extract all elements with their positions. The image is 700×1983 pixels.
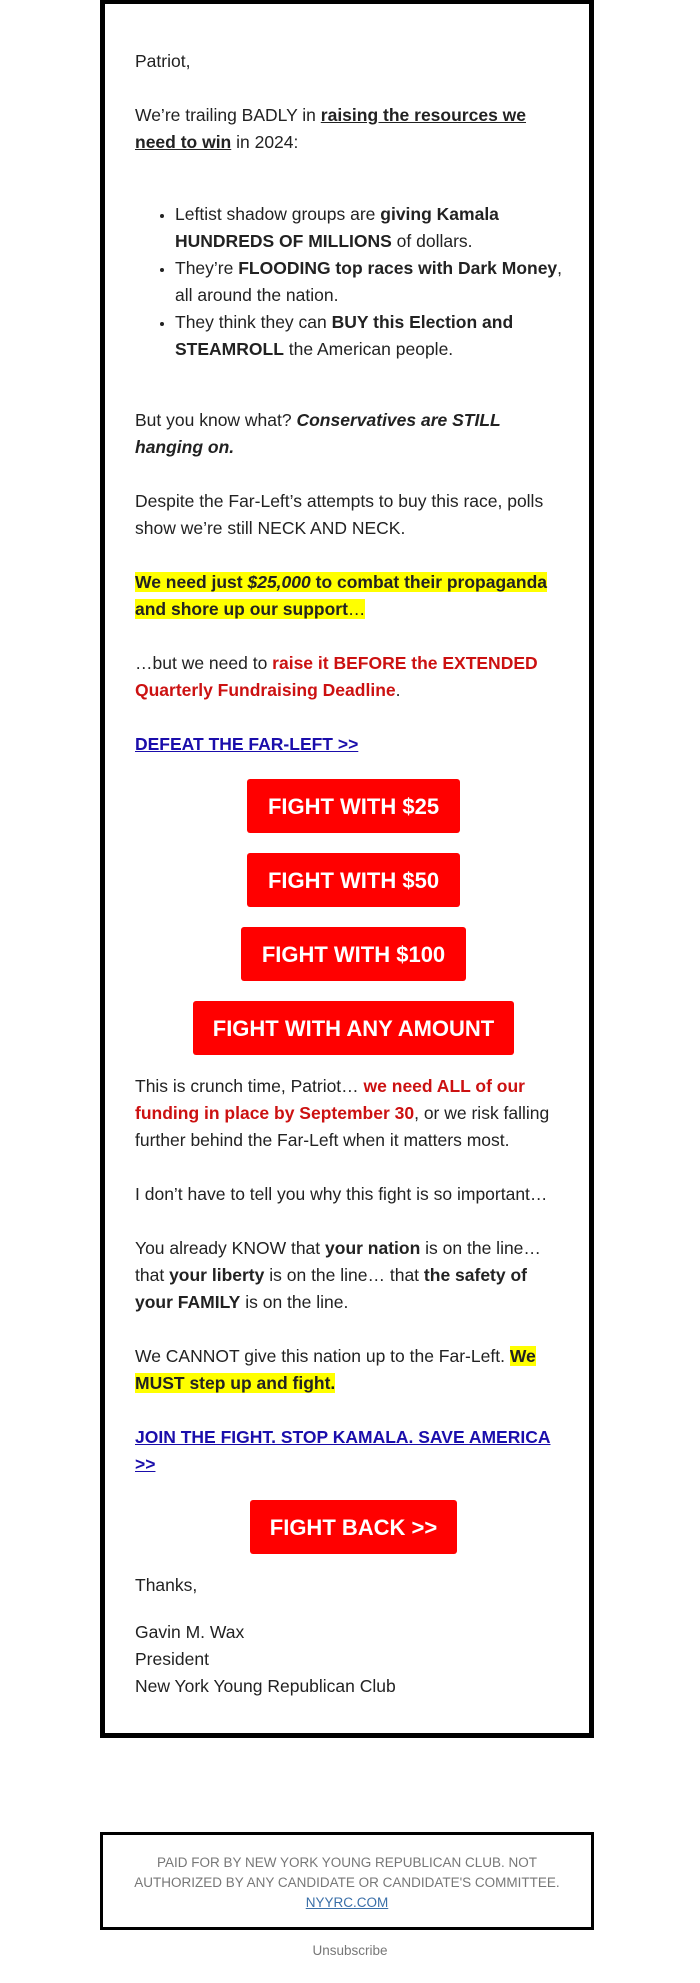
paragraph-neck-and-neck: Despite the Far-Left’s attempts to buy this race, polls show we’re still NECK AND NECK. (135, 491, 544, 538)
defeat-far-left-link[interactable]: DEFEAT THE FAR-LEFT >> (135, 734, 359, 754)
signature-title: President (135, 1649, 209, 1669)
signature (135, 1619, 565, 1700)
email-body (100, 0, 594, 1738)
emphasis-resources: raising the resources we need to win (135, 105, 527, 152)
link-paragraph (135, 1424, 565, 1478)
join-the-fight-link[interactable]: JOIN THE FIGHT. STOP KAMALA. SAVE AMERICA >> (135, 1427, 551, 1474)
paragraph-goal: We need just $25,000 to combat their propaganda and shore up our support… (135, 572, 548, 619)
list-item: • They’re FLOODING top races with Dark Money, all around the nation. (175, 255, 565, 309)
highlight-step-up: We MUST step up and fight. (135, 1346, 536, 1393)
funding-deadline-text: we need ALL of our funding in place by September 30 (135, 1076, 525, 1123)
text: We’re trailing BADLY in (135, 105, 321, 125)
text: in 2024: (231, 132, 299, 152)
paragraph-deadline: …but we need to raise it BEFORE the EXTENDED Quarterly Fundraising Deadline. (135, 653, 538, 700)
paragraph-step-up: We CANNOT give this nation up to the Far-Left. We MUST step up and fight. (135, 1346, 536, 1393)
signoff: Thanks, (135, 1575, 198, 1595)
disclaimer-text: PAID FOR BY NEW YORK YOUNG REPUBLICAN CLUB. NOT AUTHORIZED BY ANY CANDIDATE OR CANDIDATE'S COMMITTEE. (134, 1855, 560, 1890)
fight-50-button[interactable]: FIGHT WITH $50 (247, 853, 460, 907)
paragraph-important: I don’t have to tell you why this fight is so important… (135, 1184, 548, 1204)
link-paragraph (135, 731, 565, 758)
deadline-text: raise it BEFORE the EXTENDED Quarterly Fundraising Deadline (135, 653, 538, 700)
unsubscribe-link[interactable]: Unsubscribe (312, 1943, 388, 1958)
paragraph-on-the-line: You already KNOW that your nation is on the line… that your liberty is on the line… that the safety of your FAMILY is on the line. (135, 1238, 541, 1312)
fight-back-button[interactable]: FIGHT BACK >> (250, 1500, 457, 1554)
paragraph-trailing (135, 102, 565, 156)
site-link[interactable]: NYYRC.COM (305, 1895, 389, 1910)
list-item: • They think they can BUY this Election and STEAMROLL the American people. (175, 309, 565, 363)
bullet-list (135, 201, 565, 363)
fight-100-button[interactable]: FIGHT WITH $100 (241, 927, 466, 981)
paragraph-crunch-time: This is crunch time, Patriot… we need ALL of our funding in place by September 30, or we risk falling further behind the Far-Left when it matters most. (135, 1076, 550, 1150)
list-item: • Leftist shadow groups are giving Kamala HUNDREDS OF MILLIONS of dollars. (175, 201, 565, 255)
highlight-goal: We need just $25,000 to combat their propaganda and shore up our support (135, 572, 548, 619)
greeting: Patriot, (135, 51, 191, 71)
signature-name: Gavin M. Wax (135, 1622, 245, 1642)
signature-org: New York Young Republican Club (135, 1676, 396, 1696)
paragraph-conservatives: But you know what? Conservatives are STILL hanging on. (135, 410, 501, 457)
fight-25-button[interactable]: FIGHT WITH $25 (247, 779, 460, 833)
fight-any-amount-button[interactable]: FIGHT WITH ANY AMOUNT (193, 1001, 514, 1055)
footer-disclaimer-box (100, 1832, 594, 1930)
emphasis-hanging-on: Conservatives are STILL hanging on. (135, 410, 501, 457)
